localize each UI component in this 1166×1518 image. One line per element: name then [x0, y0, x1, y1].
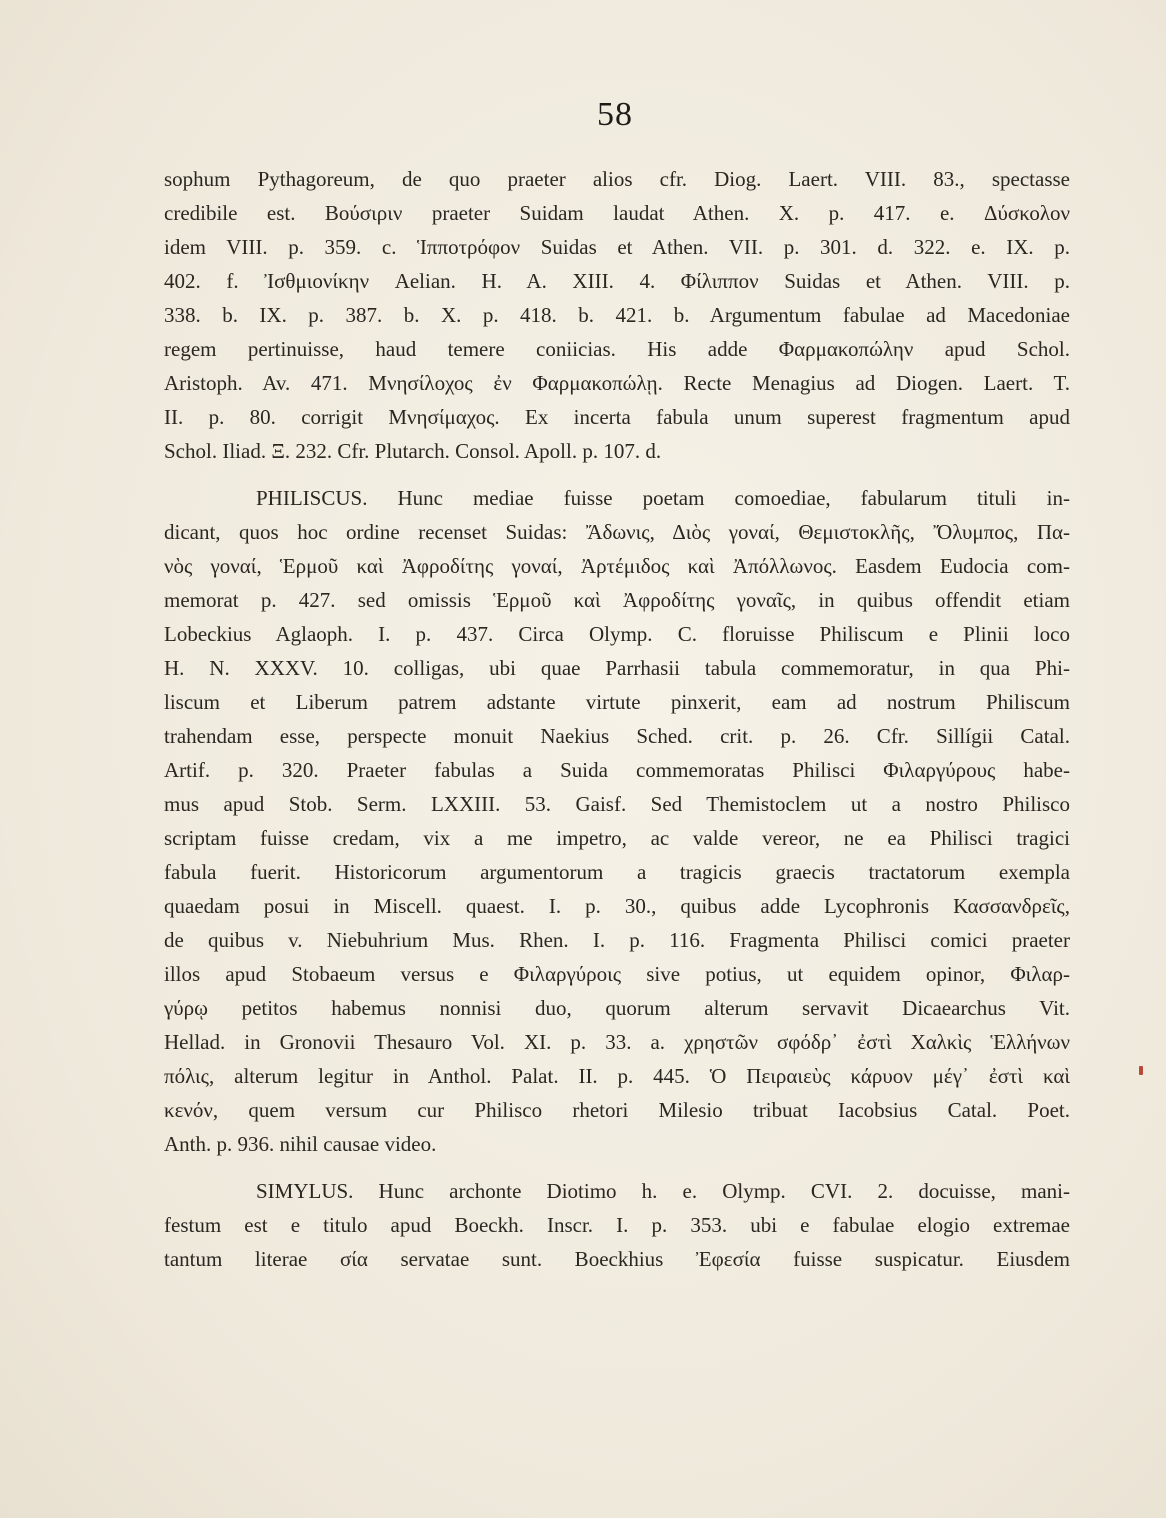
text-line: fabula fuerit. Historicorum argumentorum a tragicis graecis tractatorum exempla: [164, 860, 1070, 884]
text-line: festum est e titulo apud Boeckh. Inscr. I. p. 353. ubi e fabulae elogio extremae: [164, 1213, 1070, 1237]
text-line: νὸς γοναί, Ἑρμοῦ καὶ Ἀφροδίτης γοναί, Ἀρτέμιδος καὶ Ἀπόλλωνος. Easdem Eudocia com-: [164, 554, 1070, 578]
text-line: 402. f. Ἰσθμιονίκην Aelian. H. A. XIII. 4. Φίλιππον Suidas et Athen. VIII. p.: [164, 269, 1070, 293]
paragraph-menesilochus: [164, 162, 1070, 468]
text-line: Anth. p. 936. nihil causae video.: [164, 1132, 437, 1156]
text-line: II. p. 80. corrigit Μνησίμαχος. Ex incerta fabula unum superest fragmentum apud: [164, 405, 1070, 429]
text-line: Lobeckius Aglaoph. I. p. 437. Circa Olymp. C. floruisse Philiscum e Plinii loco: [164, 622, 1070, 646]
text-line: memorat p. 427. sed omissis Ἑρμοῦ καὶ Ἀφροδίτης γοναῖς, in quibus offendit etiam: [164, 588, 1070, 612]
text-line: credibile est. Βούσιριν praeter Suidam laudat Athen. X. p. 417. e. Δύσκολον: [164, 201, 1070, 225]
text-line: 338. b. IX. p. 387. b. X. p. 418. b. 421. b. Argumentum fabulae ad Macedoniae: [164, 303, 1070, 327]
page-number: 58: [597, 96, 633, 133]
text-line: de quibus v. Niebuhrium Mus. Rhen. I. p. 116. Fragmenta Philisci comici praeter: [164, 928, 1070, 952]
text-line: mus apud Stob. Serm. LXXIII. 53. Gaisf. Sed Themistoclem ut a nostro Philisco: [164, 792, 1070, 816]
paragraph-simylus: [164, 1174, 1070, 1276]
text-line: SIMYLUS. Hunc archonte Diotimo h. e. Olymp. CVI. 2. docuisse, mani-: [256, 1179, 1070, 1203]
text-line: liscum et Liberum patrem adstante virtute pinxerit, eam ad nostrum Philiscum: [164, 690, 1070, 714]
text-line: Aristoph. Av. 471. Μνησίλοχος ἐν Φαρμακοπώλῃ. Recte Menagius ad Diogen. Laert. T.: [164, 371, 1070, 395]
text-line: quaedam posui in Miscell. quaest. I. p. 30., quibus adde Lycophronis Κασσανδρεῖς,: [164, 894, 1070, 918]
text-line: Artif. p. 320. Praeter fabulas a Suida commemoratas Philisci Φιλαργύρους habe-: [164, 758, 1070, 782]
text-line: trahendam esse, perspecte monuit Naekius Sched. crit. p. 26. Cfr. Sillígii Catal.: [164, 724, 1070, 748]
text-line: Schol. Iliad. Ξ. 232. Cfr. Plutarch. Consol. Apoll. p. 107. d.: [164, 439, 662, 463]
red-ink-mark: [1139, 1066, 1143, 1075]
body-text: [164, 162, 1070, 1276]
paragraph-philiscus: [164, 481, 1070, 1161]
text-line: γύρῳ petitos habemus nonnisi duo, quorum alterum servavit Dicaearchus Vit.: [164, 996, 1070, 1020]
text-line: tantum literae σία servatae sunt. Boeckhius Ἐφεσία fuisse suspicatur. Eiusdem: [164, 1247, 1070, 1271]
paragraph-gap: [164, 468, 1070, 481]
text-line: regem pertinuisse, haud temere coniicias. His adde Φαρμακοπώλην apud Schol.: [164, 337, 1070, 361]
text-line: H. N. XXXV. 10. colligas, ubi quae Parrhasii tabula commemoratur, in qua Phi-: [164, 656, 1070, 680]
text-line: dicant, quos hoc ordine recenset Suidas: Ἄδωνις, Διὸς γοναί, Θεμιστοκλῆς, Ὄλυμπος, Πα-: [164, 520, 1070, 544]
text-line: sophum Pythagoreum, de quo praeter alios cfr. Diog. Laert. VIII. 83., spectasse: [164, 167, 1070, 191]
text-line: idem VIII. p. 359. c. Ἱπποτρόφον Suidas et Athen. VII. p. 301. d. 322. e. IX. p.: [164, 235, 1070, 259]
text-line: scriptam fuisse credam, vix a me impetro, ac valde vereor, ne ea Philisci tragici: [164, 826, 1070, 850]
text-line: κενόν, quem versum cur Philisco rhetori Milesio tribuat Iacobsius Catal. Poet.: [164, 1098, 1070, 1122]
text-line: πόλις, alterum legitur in Anthol. Palat. II. p. 445. Ὁ Πειραιεὺς κάρυον μέγ᾽ ἐστὶ καὶ: [164, 1064, 1070, 1088]
text-line: Hellad. in Gronovii Thesauro Vol. XI. p. 33. a. χρηστῶν σφόδρ᾽ ἐστὶ Χαλκὶς Ἑλλήνων: [164, 1030, 1070, 1054]
paragraph-gap: [164, 1161, 1070, 1174]
text-line: PHILISCUS. Hunc mediae fuisse poetam comoediae, fabularum tituli in-: [256, 486, 1070, 510]
text-line: illos apud Stobaeum versus e Φιλαργύροις sive potius, ut equidem opinor, Φιλαρ-: [164, 962, 1070, 986]
